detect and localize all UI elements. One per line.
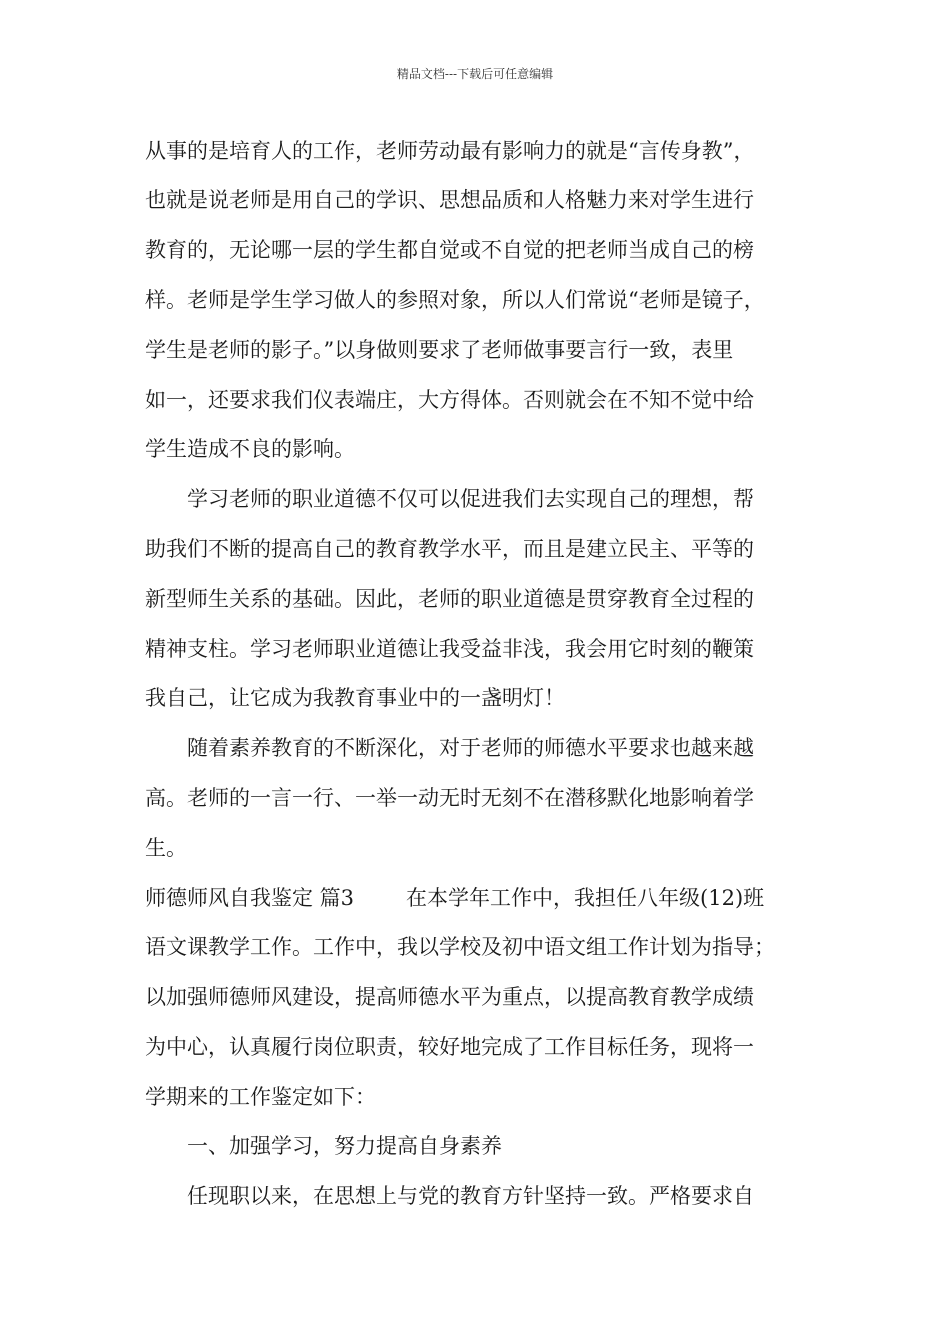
paragraph-line: 新型师生关系的基础。因此，老师的职业道德是贯穿教育全过程的 — [145, 587, 754, 611]
paragraph-line: 如一，还要求我们仪表端庄，大方得体。否则就会在不知不觉中给 — [145, 388, 754, 412]
paragraph-line: 随着素养教育的不断深化，对于老师的师德水平要求也越来越 — [187, 736, 754, 760]
paragraph-line: 助我们不断的提高自己的教育教学水平，而且是建立民主、平等的 — [145, 537, 754, 561]
paragraph-line: 高。老师的一言一行、一举一动无时无刻不在潜移默化地影响着学 — [145, 786, 754, 810]
paragraph-line: 样。老师是学生学习做人的参照对象，所以人们常说“老师是镜子， — [145, 288, 765, 312]
paragraph-line: 为中心，认真履行岗位职责，较好地完成了工作目标任务，现将一 — [145, 1035, 754, 1059]
paragraph-line: 教育的，无论哪一层的学生都自觉或不自觉的把老师当成自己的榜 — [145, 238, 754, 262]
paragraph-line: 我自己，让它成为我教育事业中的一盏明灯！ — [145, 686, 565, 710]
page-header: 精品文档---下载后可任意编辑 — [396, 67, 554, 81]
section-heading-line — [145, 884, 764, 912]
paragraph-line: 以加强师德师风建设，提高师德水平为重点，以提高教育教学成绩 — [145, 985, 754, 1009]
section-intro: 在本学年工作中，我担任八年级(12)班 — [406, 886, 765, 910]
paragraph-line: 也就是说老师是用自己的学识、思想品质和人格魅力来对学生进行 — [145, 188, 754, 212]
paragraph-line: 任现职以来，在思想上与党的教育方针坚持一致。严格要求自 — [187, 1184, 754, 1208]
paragraph-line: 从事的是培育人的工作，老师劳动最有影响力的就是“言传身教”， — [145, 139, 755, 163]
paragraph-line: 学生是老师的影子。”以身做则要求了老师做事要言行一致，表里 — [145, 338, 734, 362]
section-title: 师德师风自我鉴定 篇3 — [145, 886, 355, 910]
paragraph-line: 学期来的工作鉴定如下： — [145, 1085, 376, 1109]
paragraph-line: 语文课教学工作。工作中，我以学校及初中语文组工作计划为指导； — [145, 935, 775, 959]
paragraph-line: 精神支柱。学习老师职业道德让我受益非浅，我会用它时刻的鞭策 — [145, 637, 754, 661]
paragraph-line: 生。 — [145, 836, 187, 860]
subheading: 一、加强学习，努力提高自身素养 — [187, 1134, 502, 1158]
paragraph-line: 学习老师的职业道德不仅可以促进我们去实现自己的理想，帮 — [187, 487, 754, 511]
paragraph-line: 学生造成不良的影响。 — [145, 437, 355, 461]
